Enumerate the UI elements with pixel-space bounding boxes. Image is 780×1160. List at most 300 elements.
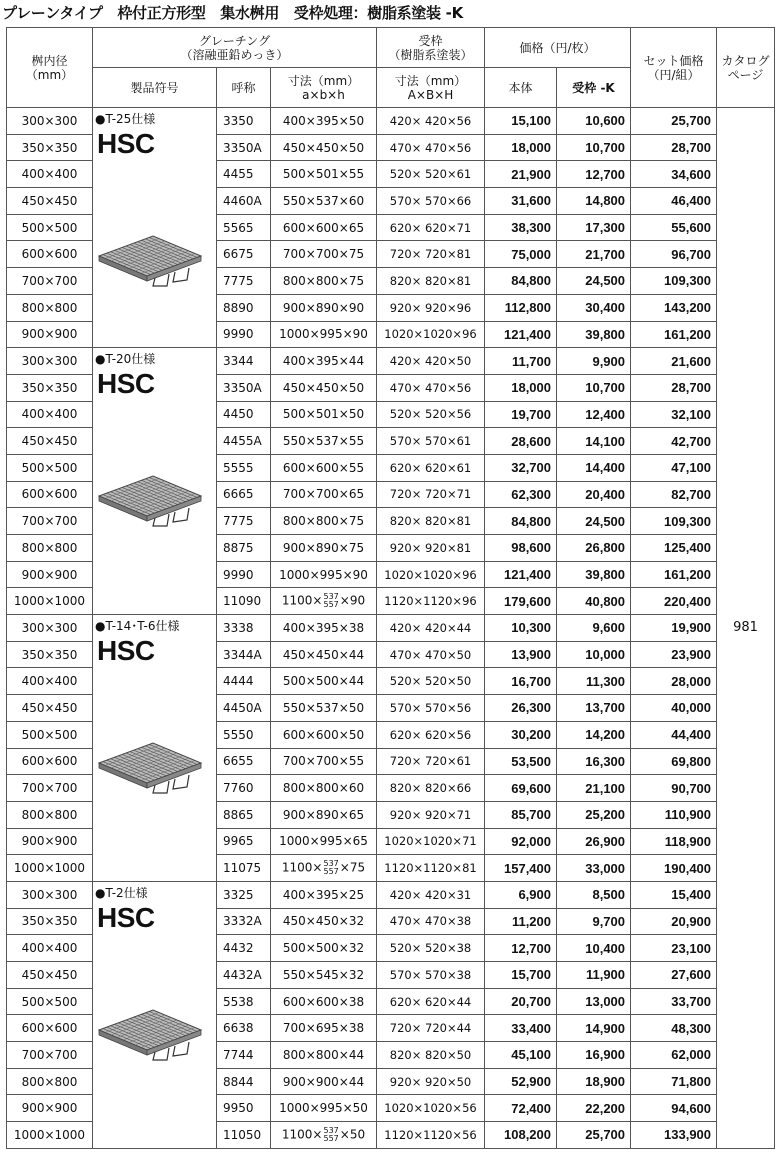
frame-price-cell: 10,000 [557, 641, 631, 668]
frame-dimension-cell: 1020×1020×96 [377, 561, 485, 588]
frame-dimension-cell: 1020×1020×56 [377, 1095, 485, 1122]
header-uke-sub: （樹脂系塗装） [388, 47, 473, 62]
set-price-cell: 42,700 [631, 428, 717, 455]
masu-size-cell: 1000×1000 [7, 855, 93, 882]
set-price-cell: 47,100 [631, 454, 717, 481]
masu-size-cell: 600×600 [7, 241, 93, 268]
set-price-cell: 15,400 [631, 881, 717, 908]
frame-dimension-cell: 920× 920×96 [377, 294, 485, 321]
header-dim-label: 寸法（mm） [287, 73, 360, 88]
dimension-fraction-bottom: 557 [323, 867, 339, 877]
dimension-cell [271, 1122, 377, 1149]
name-cell: 8875 [217, 535, 271, 562]
frame-dimension-cell: 620× 620×56 [377, 721, 485, 748]
frame-dimension-cell: 470× 470×38 [377, 908, 485, 935]
body-price-cell: 21,900 [485, 161, 557, 188]
body-price-cell: 92,000 [485, 828, 557, 855]
masu-size-cell: 800×800 [7, 294, 93, 321]
masu-size-cell: 800×800 [7, 535, 93, 562]
name-cell: 11090 [217, 588, 271, 615]
frame-dimension-cell: 820× 820×66 [377, 775, 485, 802]
set-price-cell: 46,400 [631, 188, 717, 215]
frame-price-cell: 17,300 [557, 214, 631, 241]
dimension-suffix: ×90 [339, 593, 366, 608]
body-price-cell: 98,600 [485, 535, 557, 562]
set-price-cell: 161,200 [631, 321, 717, 348]
product-code-cell [93, 615, 217, 882]
frame-dimension-cell: 420× 420×50 [377, 348, 485, 375]
masu-size-cell: 700×700 [7, 1042, 93, 1069]
masu-size-cell: 300×300 [7, 615, 93, 642]
masu-size-cell: 1000×1000 [7, 588, 93, 615]
dimension-suffix: ×75 [339, 860, 366, 875]
frame-dimension-cell: 470× 470×56 [377, 134, 485, 161]
body-price-cell: 20,700 [485, 988, 557, 1015]
dimension-fraction [323, 593, 338, 609]
frame-price-cell: 25,200 [557, 801, 631, 828]
masu-size-cell: 900×900 [7, 828, 93, 855]
dimension-cell: 550×537×55 [271, 428, 377, 455]
name-cell: 3350A [217, 134, 271, 161]
header-product-code: 製品符号 [93, 68, 217, 108]
dimension-cell: 700×700×55 [271, 748, 377, 775]
frame-dimension-cell: 820× 820×81 [377, 268, 485, 295]
table-row [7, 881, 775, 908]
header-price: 価格（円/枚） [485, 28, 631, 68]
dimension-fraction-top: 537 [323, 592, 339, 602]
dimension-cell: 900×890×75 [271, 535, 377, 562]
product-code-cell [93, 881, 217, 1148]
dimension-cell: 800×800×75 [271, 508, 377, 535]
header-dim-abc: a×b×h [302, 87, 345, 102]
dimension-fraction [323, 860, 338, 876]
body-price-cell: 26,300 [485, 695, 557, 722]
table-row [7, 348, 775, 375]
name-cell: 5565 [217, 214, 271, 241]
name-cell: 3325 [217, 881, 271, 908]
dimension-cell: 1000×995×65 [271, 828, 377, 855]
name-cell: 4460A [217, 188, 271, 215]
dimension-cell: 900×890×90 [271, 294, 377, 321]
dimension-cell: 500×501×50 [271, 401, 377, 428]
header-set-price [631, 28, 717, 108]
frame-dimension-cell: 520× 520×38 [377, 935, 485, 962]
frame-price-cell: 26,800 [557, 535, 631, 562]
frame-price-cell: 39,800 [557, 561, 631, 588]
dimension-fraction-top: 537 [323, 859, 339, 869]
frame-price-cell: 30,400 [557, 294, 631, 321]
set-price-cell: 28,000 [631, 668, 717, 695]
name-cell: 9965 [217, 828, 271, 855]
frame-price-cell: 18,900 [557, 1068, 631, 1095]
header-masu [7, 28, 93, 108]
body-price-cell: 75,000 [485, 241, 557, 268]
set-price-cell: 125,400 [631, 535, 717, 562]
set-price-cell: 190,400 [631, 855, 717, 882]
body-price-cell: 45,100 [485, 1042, 557, 1069]
dimension-cell: 1000×995×50 [271, 1095, 377, 1122]
frame-dimension-cell: 620× 620×71 [377, 214, 485, 241]
name-cell: 3344A [217, 641, 271, 668]
name-cell: 8844 [217, 1068, 271, 1095]
grating-image [93, 228, 203, 291]
header-uke-k [557, 68, 631, 108]
frame-dimension-cell: 420× 420×31 [377, 881, 485, 908]
product-code-cell [93, 348, 217, 615]
set-price-cell: 28,700 [631, 374, 717, 401]
name-cell: 5538 [217, 988, 271, 1015]
frame-dimension-cell: 720× 720×71 [377, 481, 485, 508]
name-cell: 6638 [217, 1015, 271, 1042]
catalog-page-cell: 981 [717, 108, 775, 1149]
name-cell: 3332A [217, 908, 271, 935]
set-price-cell: 44,400 [631, 721, 717, 748]
dimension-prefix: 1100× [281, 593, 323, 608]
header-catalog-label2: ページ [727, 67, 764, 82]
body-price-cell: 85,700 [485, 801, 557, 828]
frame-price-cell: 10,600 [557, 108, 631, 135]
frame-dimension-cell: 1120×1120×56 [377, 1122, 485, 1149]
dimension-cell: 400×395×50 [271, 108, 377, 135]
masu-size-cell: 400×400 [7, 935, 93, 962]
dimension-fraction-top: 537 [323, 1125, 339, 1135]
frame-dimension-cell: 470× 470×56 [377, 374, 485, 401]
frame-dimension-cell: 570× 570×56 [377, 695, 485, 722]
name-cell: 9950 [217, 1095, 271, 1122]
header-grating-label: グレーチング [198, 33, 271, 48]
name-cell: 8865 [217, 801, 271, 828]
masu-size-cell: 900×900 [7, 321, 93, 348]
name-cell: 11075 [217, 855, 271, 882]
dimension-cell: 1000×995×90 [271, 561, 377, 588]
frame-price-cell: 9,900 [557, 348, 631, 375]
header-catalog-label: カタログ [721, 53, 770, 68]
frame-price-cell: 16,300 [557, 748, 631, 775]
frame-price-cell: 14,800 [557, 188, 631, 215]
dimension-fraction-bottom: 557 [323, 600, 339, 610]
grating-image [93, 735, 203, 798]
masu-size-cell: 500×500 [7, 454, 93, 481]
grating-image [93, 468, 203, 531]
frame-dimension-cell: 420× 420×44 [377, 615, 485, 642]
name-cell: 5550 [217, 721, 271, 748]
spec-label: ●T-2仕様 [95, 885, 148, 900]
body-price-cell: 15,100 [485, 108, 557, 135]
masu-size-cell: 900×900 [7, 1095, 93, 1122]
body-price-cell: 19,700 [485, 401, 557, 428]
masu-size-cell: 450×450 [7, 428, 93, 455]
body-price-cell: 10,300 [485, 615, 557, 642]
dimension-cell: 400×395×44 [271, 348, 377, 375]
header-set-price-unit: （円/組） [647, 67, 700, 82]
frame-price-cell: 26,900 [557, 828, 631, 855]
name-cell: 4432A [217, 962, 271, 989]
frame-price-cell: 21,100 [557, 775, 631, 802]
masu-size-cell: 350×350 [7, 134, 93, 161]
body-price-cell: 112,800 [485, 294, 557, 321]
name-cell: 4432 [217, 935, 271, 962]
brand-label: HSC [97, 368, 155, 400]
header-dim2-label: 寸法（mm） [394, 73, 467, 88]
header-grating-sub: （溶融亜鉛めっき） [180, 47, 289, 62]
body-price-cell: 11,700 [485, 348, 557, 375]
dimension-cell: 600×600×38 [271, 988, 377, 1015]
body-price-cell: 52,900 [485, 1068, 557, 1095]
body-price-cell: 33,400 [485, 1015, 557, 1042]
set-price-cell: 94,600 [631, 1095, 717, 1122]
frame-dimension-cell: 920× 920×50 [377, 1068, 485, 1095]
frame-dimension-cell: 570× 570×38 [377, 962, 485, 989]
spec-label: ●T-14･T-6仕様 [95, 619, 180, 634]
frame-price-cell: 13,700 [557, 695, 631, 722]
frame-price-cell: 13,000 [557, 988, 631, 1015]
frame-dimension-cell: 1020×1020×71 [377, 828, 485, 855]
frame-price-cell: 8,500 [557, 881, 631, 908]
grating-image [93, 1002, 203, 1065]
brand-label: HSC [97, 635, 155, 667]
set-price-cell: 220,400 [631, 588, 717, 615]
frame-price-cell: 11,900 [557, 962, 631, 989]
frame-dimension-cell: 820× 820×50 [377, 1042, 485, 1069]
frame-price-cell: 39,800 [557, 321, 631, 348]
name-cell: 4455A [217, 428, 271, 455]
body-price-cell: 72,400 [485, 1095, 557, 1122]
set-price-cell: 143,200 [631, 294, 717, 321]
frame-dimension-cell: 570× 570×61 [377, 428, 485, 455]
masu-size-cell: 350×350 [7, 641, 93, 668]
masu-size-cell: 700×700 [7, 268, 93, 295]
masu-size-cell: 400×400 [7, 161, 93, 188]
frame-dimension-cell: 1020×1020×96 [377, 321, 485, 348]
brand-label: HSC [97, 901, 155, 933]
name-cell: 9990 [217, 321, 271, 348]
set-price-cell: 161,200 [631, 561, 717, 588]
dimension-cell: 700×700×65 [271, 481, 377, 508]
body-price-cell: 32,700 [485, 454, 557, 481]
masu-size-cell: 450×450 [7, 962, 93, 989]
body-price-cell: 69,600 [485, 775, 557, 802]
table-row [7, 615, 775, 642]
frame-dimension-cell: 1120×1120×81 [377, 855, 485, 882]
dimension-cell: 550×537×60 [271, 188, 377, 215]
frame-dimension-cell: 720× 720×81 [377, 241, 485, 268]
dimension-suffix: ×50 [339, 1127, 366, 1142]
masu-size-cell: 400×400 [7, 668, 93, 695]
set-price-cell: 133,900 [631, 1122, 717, 1149]
body-price-cell: 6,900 [485, 881, 557, 908]
dimension-fraction-bottom: 557 [323, 1133, 339, 1143]
body-price-cell: 38,300 [485, 214, 557, 241]
dimension-cell: 1000×995×90 [271, 321, 377, 348]
dimension-cell: 400×395×25 [271, 881, 377, 908]
masu-size-cell: 500×500 [7, 214, 93, 241]
masu-size-cell: 500×500 [7, 721, 93, 748]
dimension-prefix: 1100× [281, 860, 323, 875]
masu-size-cell: 500×500 [7, 988, 93, 1015]
frame-dimension-cell: 470× 470×50 [377, 641, 485, 668]
frame-dimension-cell: 570× 570×66 [377, 188, 485, 215]
body-price-cell: 157,400 [485, 855, 557, 882]
set-price-cell: 48,300 [631, 1015, 717, 1042]
name-cell: 3350A [217, 374, 271, 401]
dimension-cell: 600×600×65 [271, 214, 377, 241]
frame-price-cell: 14,400 [557, 454, 631, 481]
name-cell: 3338 [217, 615, 271, 642]
masu-size-cell: 600×600 [7, 481, 93, 508]
masu-size-cell: 350×350 [7, 908, 93, 935]
header-body: 本体 [485, 68, 557, 108]
body-price-cell: 18,000 [485, 374, 557, 401]
body-price-cell: 11,200 [485, 908, 557, 935]
name-cell: 4444 [217, 668, 271, 695]
masu-size-cell: 1000×1000 [7, 1122, 93, 1149]
masu-size-cell: 900×900 [7, 561, 93, 588]
set-price-cell: 118,900 [631, 828, 717, 855]
dimension-cell: 600×600×50 [271, 721, 377, 748]
product-code-cell [93, 108, 217, 348]
header-uke-label: 受枠 [418, 33, 443, 48]
frame-price-cell: 12,400 [557, 401, 631, 428]
set-price-cell: 62,000 [631, 1042, 717, 1069]
frame-dimension-cell: 720× 720×44 [377, 1015, 485, 1042]
body-price-cell: 30,200 [485, 721, 557, 748]
frame-price-cell: 10,700 [557, 134, 631, 161]
page-title: プレーンタイプ 枠付正方形型 集水桝用 受枠処理：樹脂系塗装 -K [2, 4, 463, 22]
set-price-cell: 34,600 [631, 161, 717, 188]
name-cell: 9990 [217, 561, 271, 588]
header-uke [377, 28, 485, 68]
header-dim2 [377, 68, 485, 108]
frame-price-cell: 22,200 [557, 1095, 631, 1122]
table-row [7, 108, 775, 135]
body-price-cell: 121,400 [485, 561, 557, 588]
masu-size-cell: 600×600 [7, 748, 93, 775]
body-price-cell: 31,600 [485, 188, 557, 215]
dimension-cell: 450×450×50 [271, 134, 377, 161]
frame-dimension-cell: 520× 520×56 [377, 401, 485, 428]
set-price-cell: 33,700 [631, 988, 717, 1015]
dimension-fraction [323, 1127, 338, 1143]
set-price-cell: 27,600 [631, 962, 717, 989]
masu-size-cell: 350×350 [7, 374, 93, 401]
header-masu-label: 桝内径 [31, 53, 68, 68]
frame-price-cell: 12,700 [557, 161, 631, 188]
set-price-cell: 96,700 [631, 241, 717, 268]
dimension-cell: 550×537×50 [271, 695, 377, 722]
frame-dimension-cell: 720× 720×61 [377, 748, 485, 775]
body-price-cell: 62,300 [485, 481, 557, 508]
frame-dimension-cell: 620× 620×44 [377, 988, 485, 1015]
header-uke-k-label: 受枠 -K [572, 80, 615, 95]
frame-price-cell: 9,700 [557, 908, 631, 935]
masu-size-cell: 700×700 [7, 508, 93, 535]
set-price-cell: 23,900 [631, 641, 717, 668]
body-price-cell: 84,800 [485, 508, 557, 535]
frame-price-cell: 10,400 [557, 935, 631, 962]
dimension-cell [271, 855, 377, 882]
header-set-price-label: セット価格 [643, 53, 704, 68]
body-price-cell: 16,700 [485, 668, 557, 695]
dimension-cell: 700×700×75 [271, 241, 377, 268]
dimension-prefix: 1100× [281, 1127, 323, 1142]
frame-price-cell: 10,700 [557, 374, 631, 401]
dimension-cell: 800×800×44 [271, 1042, 377, 1069]
set-price-cell: 20,900 [631, 908, 717, 935]
body-price-cell: 53,500 [485, 748, 557, 775]
frame-dimension-cell: 920× 920×81 [377, 535, 485, 562]
name-cell: 6665 [217, 481, 271, 508]
frame-price-cell: 24,500 [557, 508, 631, 535]
masu-size-cell: 300×300 [7, 348, 93, 375]
name-cell: 8890 [217, 294, 271, 321]
masu-size-cell: 800×800 [7, 1068, 93, 1095]
name-cell: 7775 [217, 508, 271, 535]
header-dim2-abc: A×B×H [407, 87, 454, 102]
frame-dimension-cell: 420× 420×56 [377, 108, 485, 135]
dimension-cell: 550×545×32 [271, 962, 377, 989]
header-dim [271, 68, 377, 108]
name-cell: 4450 [217, 401, 271, 428]
body-price-cell: 84,800 [485, 268, 557, 295]
dimension-cell: 900×900×44 [271, 1068, 377, 1095]
set-price-cell: 21,600 [631, 348, 717, 375]
spec-label: ●T-25仕様 [95, 112, 156, 126]
dimension-cell: 500×501×55 [271, 161, 377, 188]
frame-price-cell: 14,100 [557, 428, 631, 455]
set-price-cell: 109,300 [631, 508, 717, 535]
body-price-cell: 108,200 [485, 1122, 557, 1149]
frame-price-cell: 21,700 [557, 241, 631, 268]
dimension-cell: 700×695×38 [271, 1015, 377, 1042]
set-price-cell: 55,600 [631, 214, 717, 241]
frame-price-cell: 20,400 [557, 481, 631, 508]
dimension-cell: 900×890×65 [271, 801, 377, 828]
set-price-cell: 69,800 [631, 748, 717, 775]
dimension-cell: 500×500×44 [271, 668, 377, 695]
dimension-cell: 800×800×60 [271, 775, 377, 802]
frame-dimension-cell: 520× 520×61 [377, 161, 485, 188]
header-catalog [717, 28, 775, 108]
dimension-cell: 450×450×32 [271, 908, 377, 935]
name-cell: 7744 [217, 1042, 271, 1069]
masu-size-cell: 450×450 [7, 695, 93, 722]
body-price-cell: 121,400 [485, 321, 557, 348]
frame-price-cell: 11,300 [557, 668, 631, 695]
table-body [7, 108, 775, 1149]
set-price-cell: 71,800 [631, 1068, 717, 1095]
frame-dimension-cell: 620× 620×61 [377, 454, 485, 481]
masu-size-cell: 400×400 [7, 401, 93, 428]
body-price-cell: 13,900 [485, 641, 557, 668]
dimension-cell: 450×450×50 [271, 374, 377, 401]
frame-dimension-cell: 1120×1120×96 [377, 588, 485, 615]
spec-label: ●T-20仕様 [95, 352, 156, 367]
name-cell: 4455 [217, 161, 271, 188]
header-grating [93, 28, 377, 68]
body-price-cell: 179,600 [485, 588, 557, 615]
masu-size-cell: 300×300 [7, 881, 93, 908]
body-price-cell: 12,700 [485, 935, 557, 962]
header-masu-unit: （mm） [25, 67, 74, 82]
set-price-cell: 19,900 [631, 615, 717, 642]
set-price-cell: 90,700 [631, 775, 717, 802]
frame-price-cell: 16,900 [557, 1042, 631, 1069]
frame-price-cell: 25,700 [557, 1122, 631, 1149]
set-price-cell: 110,900 [631, 801, 717, 828]
name-cell: 5555 [217, 454, 271, 481]
dimension-cell: 400×395×38 [271, 615, 377, 642]
name-cell: 4450A [217, 695, 271, 722]
